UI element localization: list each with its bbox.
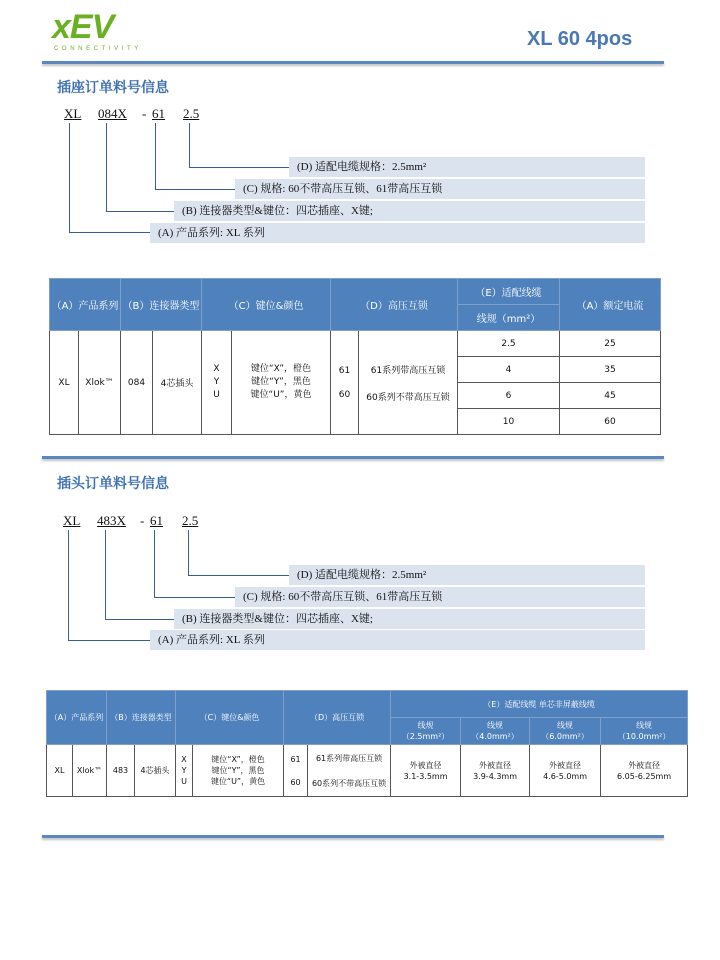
- od-cell: [461, 745, 530, 797]
- od-value: 3.9-4.3mm: [473, 771, 517, 781]
- header-series: （A）产品系列: [47, 691, 107, 745]
- pn-hvil: 61: [152, 106, 165, 121]
- key-color-x: 键位“X”，橙色: [211, 755, 265, 764]
- label-b: (B) 连接器类型&键位：四芯插座、X键;: [174, 201, 645, 221]
- hvil-code-60: 60: [338, 389, 351, 400]
- key-color-y: 键位“Y”，黑色: [211, 766, 265, 775]
- leader-line: [155, 189, 235, 190]
- header-hvil: （D）高压互锁: [331, 279, 458, 331]
- od-value: 3.1-3.5mm: [403, 771, 448, 781]
- gauge-size: （4.0mm²）: [471, 732, 519, 741]
- key-u: U: [181, 777, 187, 786]
- label-d: (D) 适配电缆规格：2.5mm²: [289, 157, 645, 177]
- logo-wordmark: xEV: [52, 8, 114, 46]
- cell-keys: [202, 331, 232, 435]
- header-cable: （E）适配线缆 单芯非屏蔽线缆: [391, 691, 688, 718]
- label-b: (B) 连接器类型&键位：四芯插座、X键;: [174, 609, 645, 629]
- header-gauge-4-0: [461, 718, 530, 745]
- leader-line: [154, 530, 155, 598]
- label-d: (D) 适配电缆规格：2.5mm²: [289, 565, 645, 585]
- cell-code: 084: [121, 331, 153, 435]
- cell-hvil-desc: [308, 745, 391, 797]
- key-color-y: 键位“Y”，黑色: [251, 377, 311, 387]
- cell-key-colors: [232, 331, 331, 435]
- od-label: 外被直径: [479, 760, 512, 770]
- pn-dash: -: [140, 513, 145, 528]
- pn-dash: -: [142, 106, 147, 121]
- key-u: U: [213, 390, 220, 400]
- od-label: 外被直径: [549, 760, 582, 770]
- pn-series: XL: [64, 106, 82, 121]
- gauge-size: （2.5mm²）: [401, 732, 450, 741]
- cell-type: 4芯插头: [135, 745, 176, 797]
- cell-type: 4芯插头: [153, 331, 202, 435]
- pn-type: 483X: [97, 513, 126, 528]
- current-value: 45: [560, 383, 661, 409]
- label-c: (C) 规格: 60不带高压互锁、61带高压互锁: [235, 179, 645, 199]
- header-gauge-2-5: [391, 718, 461, 745]
- header-gauge: 线规（mm²）: [458, 305, 560, 331]
- header-gauge-10-0: [601, 718, 688, 745]
- section-title-receptacle: 插座订单料号信息: [57, 80, 169, 96]
- hvil-desc-60: 60系列不带高压互锁: [311, 778, 387, 788]
- pn-gauge: 2.5: [183, 106, 200, 121]
- plug-spec-table: [46, 690, 688, 797]
- label-a: (A) 产品系列: XL 系列: [150, 223, 645, 243]
- document-title: XL 60 4pos: [527, 28, 633, 50]
- key-color-u: 键位“U”，黄色: [250, 390, 312, 400]
- od-value: 4.6-5.0mm: [543, 771, 587, 781]
- current-value: 35: [560, 357, 661, 383]
- gauge-label: 线规: [487, 721, 504, 730]
- header-current: （A）额定电流: [560, 279, 661, 331]
- key-color-u: 键位“U”，黄色: [210, 777, 266, 786]
- section-divider: [42, 456, 664, 459]
- leader-line: [105, 619, 174, 620]
- leader-line: [188, 575, 289, 576]
- pn-series: XL: [63, 513, 81, 528]
- od-label: 外被直径: [409, 760, 442, 770]
- cell-hvil-codes: [331, 331, 359, 435]
- leader-line: [155, 123, 156, 190]
- gauge-value: 6: [458, 383, 560, 409]
- header-key-color: （C）键位&颜色: [202, 279, 331, 331]
- cell-hvil-codes: [284, 745, 308, 797]
- label-a: (A) 产品系列: XL 系列: [150, 630, 645, 650]
- cell-series: XL: [50, 331, 79, 435]
- cell-brand: Xlok™: [79, 331, 121, 435]
- header-cable: （E）适配线缆: [458, 279, 560, 305]
- od-cell: [601, 745, 688, 797]
- cell-brand: Xlok™: [73, 745, 107, 797]
- key-color-x: 键位“X”，橙色: [250, 364, 312, 374]
- gauge-label: 线规: [557, 721, 574, 730]
- section-title-plug: 插头订单料号信息: [57, 476, 169, 492]
- cell-hvil-desc: [359, 331, 458, 435]
- leader-line: [69, 232, 150, 233]
- od-label: 外被直径: [628, 760, 661, 770]
- leader-line: [189, 167, 289, 168]
- pn-hvil: 61: [150, 513, 163, 528]
- leader-line: [69, 123, 70, 233]
- od-cell: [391, 745, 461, 797]
- leader-line: [106, 123, 107, 212]
- hvil-desc-61: 61系列带高压互锁: [315, 753, 383, 763]
- cell-series: XL: [47, 745, 73, 797]
- gauge-label: 线规: [417, 721, 434, 730]
- leader-line: [189, 123, 190, 168]
- hvil-desc-60: 60系列不带高压互锁: [366, 392, 450, 403]
- current-value: 25: [560, 331, 661, 357]
- cell-code: 483: [107, 745, 135, 797]
- header-series: （A）产品系列: [50, 279, 121, 331]
- gauge-value: 10: [458, 409, 560, 435]
- gauge-value: 4: [458, 357, 560, 383]
- header-divider: [42, 61, 664, 64]
- key-y: Y: [213, 377, 220, 387]
- key-y: Y: [181, 766, 187, 775]
- label-c: (C) 规格: 60不带高压互锁、61带高压互锁: [235, 587, 645, 607]
- key-x: X: [213, 364, 220, 374]
- leader-line: [106, 211, 174, 212]
- leader-line: [188, 530, 189, 576]
- cell-keys: [176, 745, 193, 797]
- pn-gauge: 2.5: [182, 513, 199, 528]
- key-x: X: [181, 755, 187, 764]
- leader-line: [154, 597, 235, 598]
- hvil-code-61: 61: [290, 754, 301, 764]
- logo: [52, 8, 172, 54]
- hvil-code-61: 61: [338, 365, 351, 376]
- pn-type: 084X: [98, 106, 127, 121]
- receptacle-spec-table: [49, 278, 661, 435]
- gauge-size: （10.0mm²）: [617, 732, 671, 741]
- footer-divider: [42, 835, 664, 838]
- leader-line: [68, 640, 150, 641]
- logo-tagline: CONNECTIVITY: [54, 46, 142, 52]
- od-cell: [530, 745, 601, 797]
- leader-line: [68, 530, 69, 641]
- header-key-color: （C）键位&颜色: [176, 691, 284, 745]
- hvil-code-60: 60: [290, 777, 301, 787]
- header-connector-type: （B）连接器类型: [107, 691, 176, 745]
- leader-line: [105, 530, 106, 620]
- header-gauge-6-0: [530, 718, 601, 745]
- gauge-value: 2.5: [458, 331, 560, 357]
- header-connector-type: （B）连接器类型: [121, 279, 202, 331]
- header-hvil: （D）高压互锁: [284, 691, 391, 745]
- current-value: 60: [560, 409, 661, 435]
- hvil-desc-61: 61系列带高压互锁: [370, 365, 446, 376]
- cell-key-colors: [193, 745, 284, 797]
- od-value: 6.05-6.25mm: [617, 771, 672, 781]
- gauge-label: 线规: [636, 721, 653, 730]
- gauge-size: （6.0mm²）: [541, 732, 589, 741]
